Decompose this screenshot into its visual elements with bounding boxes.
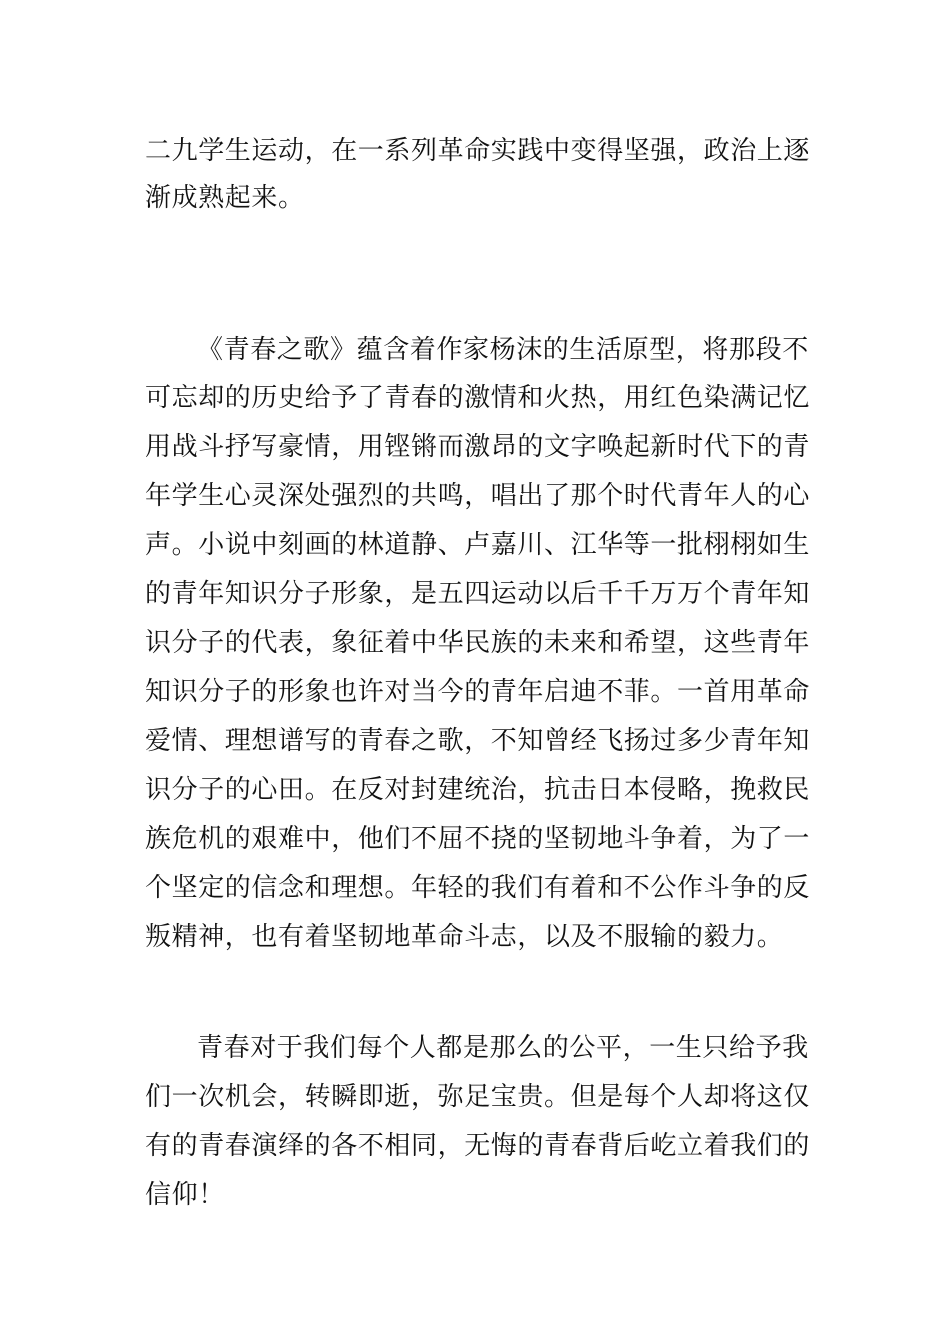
- paragraph-2-line-5: 声。小说中刻画的林道静、卢嘉川、江华等一批栩栩如生: [145, 530, 811, 560]
- paragraph-2-line-6: 的青年知识分子形象，是五四运动以后千千万万个青年知: [145, 579, 811, 609]
- paragraph-3-line-2: 们一次机会，转瞬即逝，弥足宝贵。但是每个人却将这仅: [145, 1082, 811, 1112]
- paragraph-2-line-3: 用战斗抒写豪情，用铿锵而激昂的文字唤起新时代下的青: [145, 432, 811, 462]
- paragraph-2-line-2: 可忘却的历史给予了青春的激情和火热，用红色染满记忆: [145, 383, 811, 413]
- paragraph-2-line-10: 识分子的心田。在反对封建统治，抗击日本侵略，挽救民: [145, 775, 811, 805]
- paragraph-3-line-4: 信仰！: [145, 1180, 225, 1210]
- paragraph-2-line-11: 族危机的艰难中，他们不屈不挠的坚韧地斗争着，为了一: [145, 824, 811, 854]
- paragraph-2-line-8: 知识分子的形象也许对当今的青年启迪不菲。一首用革命: [145, 677, 811, 707]
- paragraph-1-line-1: 二九学生运动，在一系列革命实践中变得坚强，政治上逐: [145, 136, 811, 166]
- paragraph-2-line-7: 识分子的代表，象征着中华民族的未来和希望，这些青年: [145, 628, 811, 658]
- paragraph-3-line-3: 有的青春演绎的各不相同，无悔的青春背后屹立着我们的: [145, 1131, 811, 1161]
- paragraph-2-line-4: 年学生心灵深处强烈的共鸣，唱出了那个时代青年人的心: [145, 481, 811, 511]
- paragraph-2-line-12: 个坚定的信念和理想。年轻的我们有着和不公作斗争的反: [145, 873, 811, 903]
- paragraph-1-line-2: 渐成熟起来。: [145, 183, 305, 213]
- paragraph-2-line-9: 爱情、理想谱写的青春之歌，不知曾经飞扬过多少青年知: [145, 726, 811, 756]
- paragraph-2-line-1: 《青春之歌》蕴含着作家杨沫的生活原型，将那段不: [197, 335, 809, 365]
- paragraph-2-line-13: 叛精神，也有着坚韧地革命斗志，以及不服输的毅力。: [145, 922, 784, 952]
- paragraph-3-line-1: 青春对于我们每个人都是那么的公平，一生只给予我: [197, 1033, 809, 1063]
